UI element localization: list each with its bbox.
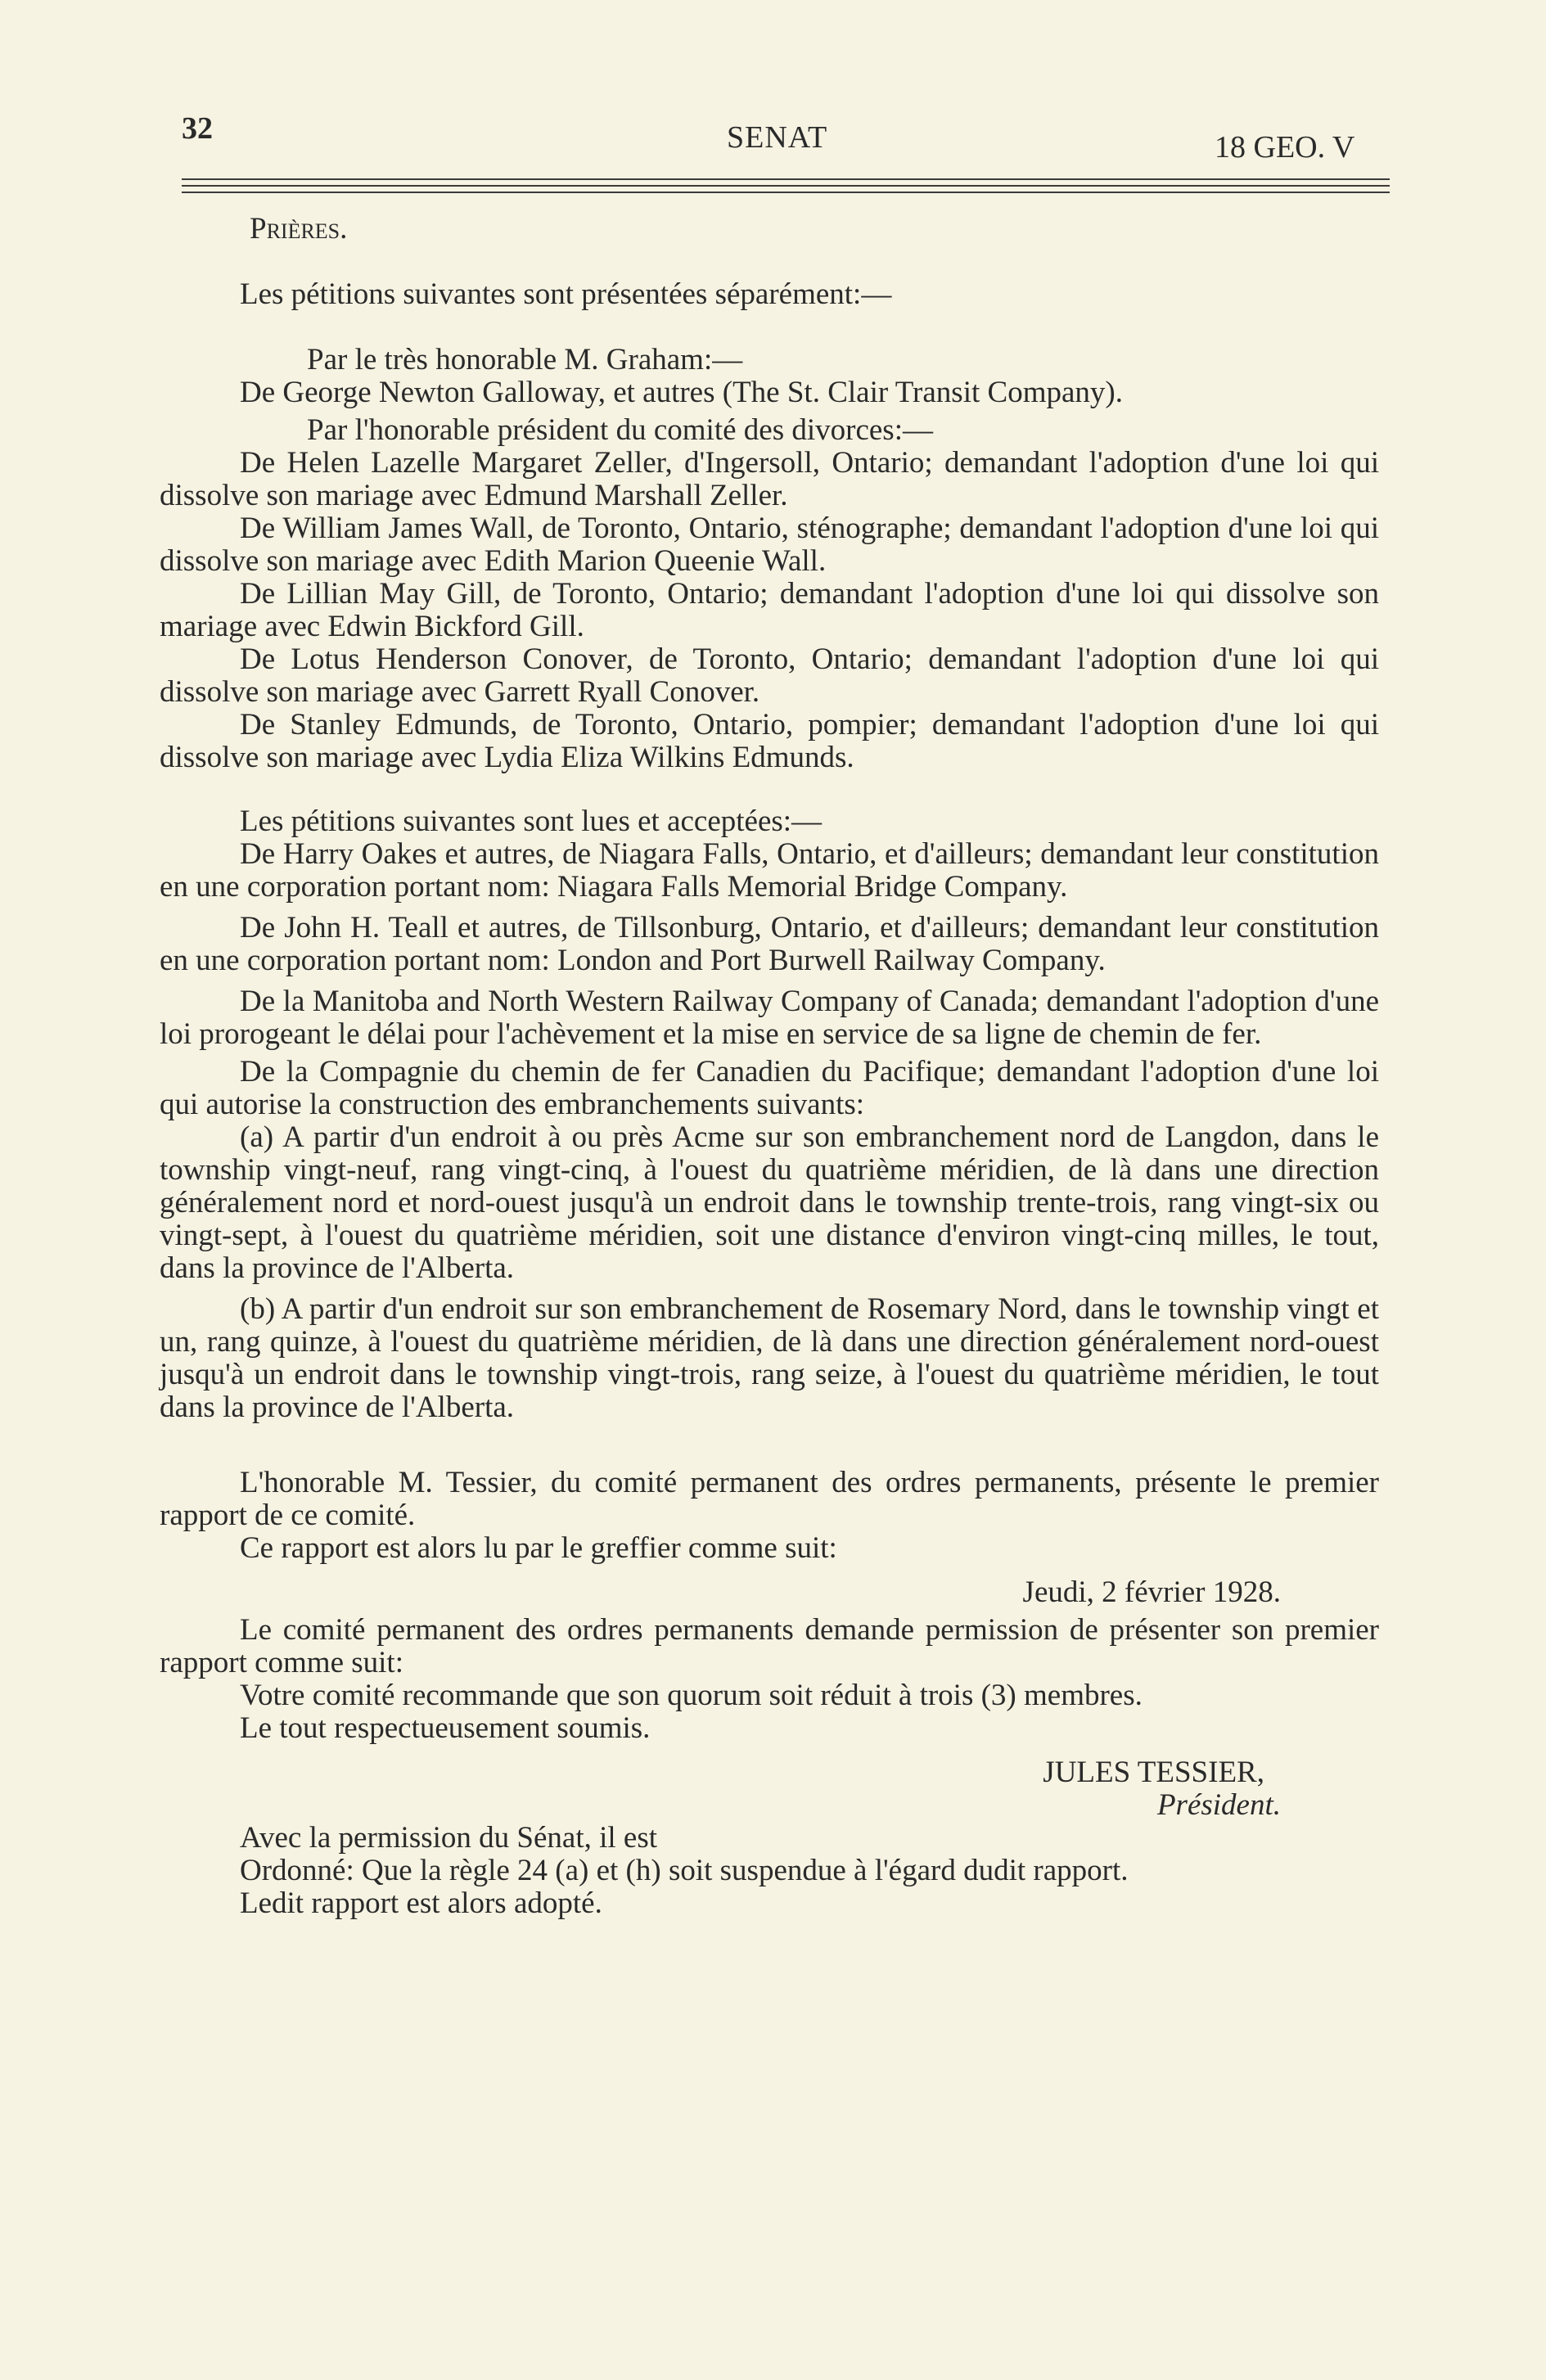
order-text: Ordonné: Que la règle 24 (a) et (h) soit suspendue à l'égard dudit rapport. xyxy=(240,1854,1129,1887)
petition-subitem: (a) A partir d'un endroit à ou près Acme sur son embranchement nord de Langdon, dans le township vingt-neuf, rang vingt-cinq, à l'ouest du quatrième méridien, de là dans une direction généralement nord et nord-ouest jusqu'à un endroit dans le township trente-trois, rang vingt-six ou vingt-sept, à l'ouest du quatrième méridien, soit une distance d'environ vingt-cinq milles, le tout, dans la province de l'Alberta. xyxy=(160,1120,1379,1285)
signature-name: JULES TESSIER, xyxy=(1043,1756,1264,1789)
section-heading: Prières. xyxy=(250,212,348,246)
petition-heading: Les pétitions suivantes sont lues et acceptées:— xyxy=(240,805,823,838)
petition-subitem: (b) A partir d'un endroit sur son embranchement de Rosemary Nord, dans le township vingt et un, rang quinze, à l'ouest du quatrième méridien, de là dans une direction généralement nord-ouest jusqu'à un endroit dans le township vingt-trois, rang seize, à l'ouest du quatrième méridien, le tout dans la province de l'Alberta. xyxy=(160,1292,1379,1424)
signature-title: Président. xyxy=(1156,1788,1281,1822)
petition-heading: Les pétitions suivantes sont présentées séparément:— xyxy=(240,277,892,311)
petition-item: De la Manitoba and North Western Railway Company of Canada; demandant l'adoption d'une loi prorogeant le délai pour l'achèvement et la mise en service de sa ligne de chemin de fer. xyxy=(160,985,1379,1051)
header-rule xyxy=(182,192,1390,193)
order-text: Ledit rapport est alors adopté. xyxy=(240,1886,602,1920)
page-header-title: SENAT xyxy=(727,120,828,155)
petition-item: De Lotus Henderson Conover, de Toronto, Ontario; demandant l'adoption d'une loi qui dissolve son mariage avec Garrett Ryall Conover. xyxy=(160,642,1379,709)
regnal-year: 18 GEO. V xyxy=(1215,130,1355,165)
petition-item: De William James Wall, de Toronto, Ontario, sténographe; demandant l'adoption d'une loi qui dissolve son mariage avec Edith Marion Queenie Wall. xyxy=(160,512,1379,578)
report-intro: Ce rapport est alors lu par le greffier comme suit: xyxy=(240,1531,837,1565)
header-rule xyxy=(182,185,1390,187)
petition-item: De John H. Teall et autres, de Tillsonburg, Ontario, et d'ailleurs; demandant leur constitution en une corporation portant nom: London and Port Burwell Railway Company. xyxy=(160,911,1379,977)
petition-item: De Helen Lazelle Margaret Zeller, d'Ingersoll, Ontario; demandant l'adoption d'une loi qui dissolve son mariage avec Edmund Marshall Zeller. xyxy=(160,446,1379,512)
report-text: Le comité permanent des ordres permanents demande permission de présenter son premier rapport comme suit: xyxy=(160,1613,1379,1679)
petition-item: De Stanley Edmunds, de Toronto, Ontario, pompier; demandant l'adoption d'une loi qui dissolve son mariage avec Lydia Eliza Wilkins Edmunds. xyxy=(160,708,1379,774)
petition-item: De la Compagnie du chemin de fer Canadien du Pacifique; demandant l'adoption d'une loi qui autorise la construction des embranchements suivants: xyxy=(160,1055,1379,1121)
report-text: Votre comité recommande que son quorum soit réduit à trois (3) membres. xyxy=(240,1679,1143,1712)
report-text: Le tout respectueusement soumis. xyxy=(240,1711,651,1745)
petition-item: De Lillian May Gill, de Toronto, Ontario; demandant l'adoption d'une loi qui dissolve son mariage avec Edwin Bickford Gill. xyxy=(160,577,1379,643)
petition-item: De George Newton Galloway, et autres (The St. Clair Transit Company). xyxy=(240,376,1123,409)
report-date: Jeudi, 2 février 1928. xyxy=(1022,1575,1281,1609)
order-text: Avec la permission du Sénat, il est xyxy=(240,1821,658,1855)
petition-item: De Harry Oakes et autres, de Niagara Falls, Ontario, et d'ailleurs; demandant leur constitution en une corporation portant nom: Niagara Falls Memorial Bridge Company. xyxy=(160,837,1379,904)
page-number: 32 xyxy=(182,111,213,146)
header-rule xyxy=(182,178,1390,180)
document-body xyxy=(160,213,1379,1920)
presenter-heading: Par le très honorable M. Graham:— xyxy=(307,343,743,376)
presenter-heading: Par l'honorable président du comité des divorces:— xyxy=(307,413,933,447)
report-intro: L'honorable M. Tessier, du comité permanent des ordres permanents, présente le premier rapport de ce comité. xyxy=(160,1466,1379,1532)
